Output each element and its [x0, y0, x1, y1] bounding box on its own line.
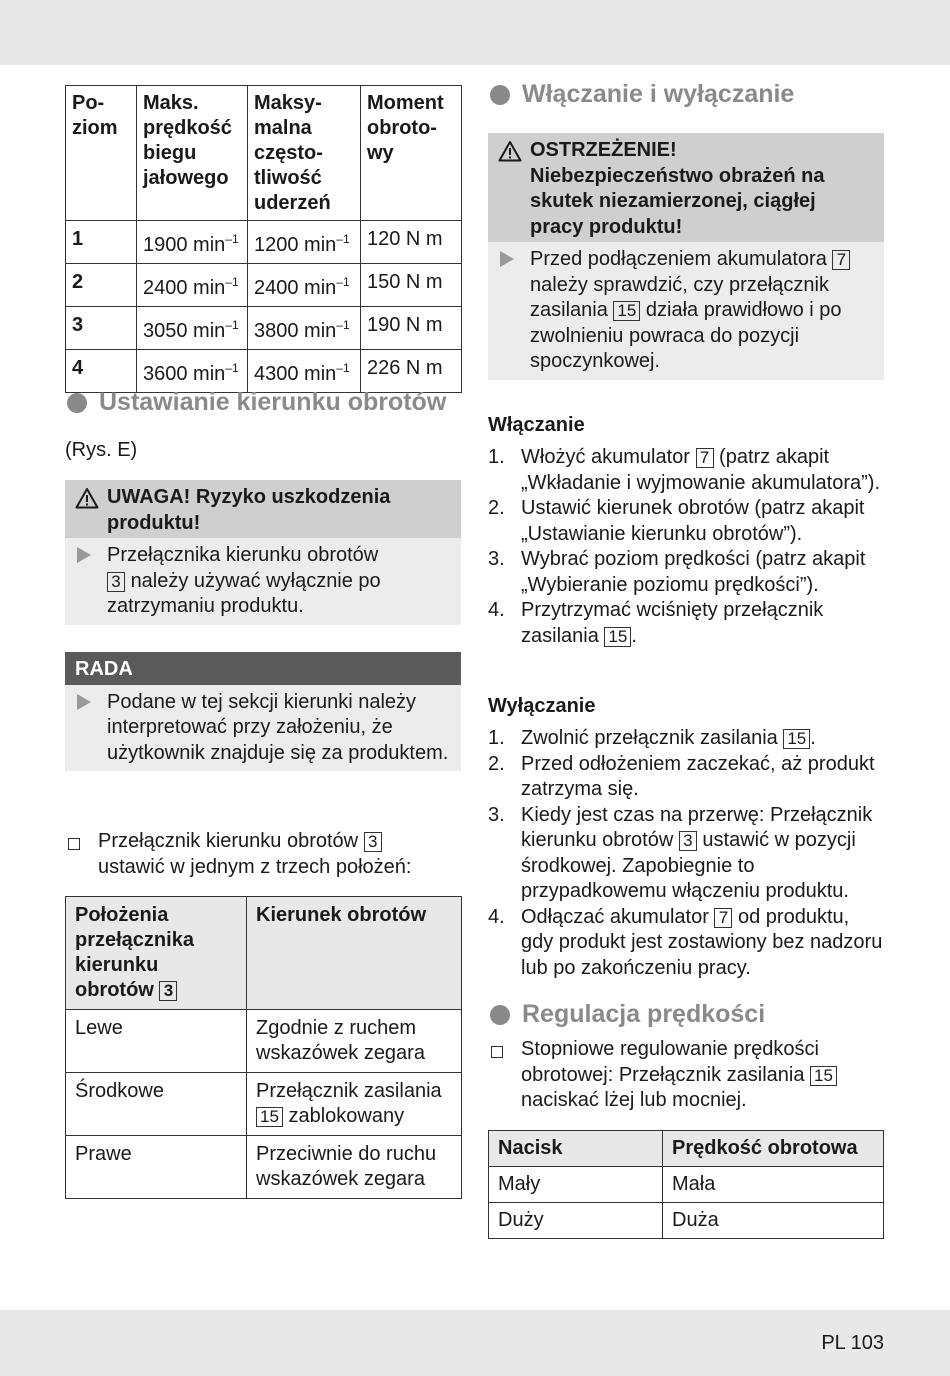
onoff-section-heading	[490, 80, 794, 109]
table-cell: 226 N m	[361, 350, 462, 393]
list-item: 1. Włożyć akumulator 7 (patrz akapit „Wkładanie i wyjmowanie akumulatora”).	[488, 446, 881, 494]
table-header-row	[66, 86, 462, 221]
pressure-cell: Mały	[489, 1167, 663, 1203]
table-cell: 1	[66, 221, 137, 264]
instruction-text-cont: ustawić w jednym z trzech położeń:	[98, 855, 412, 878]
direction-section-heading	[67, 388, 446, 417]
table-cell: 150 N m	[361, 264, 462, 307]
switch-on-steps	[488, 445, 884, 649]
table-row	[66, 1073, 462, 1136]
section-bullet-icon	[490, 85, 510, 105]
direction-cell: Zgodnie z ruchem wskazówek zegara	[247, 1010, 462, 1073]
part-number-badge: 15	[783, 729, 810, 749]
warning-triangle-icon	[75, 487, 99, 509]
table-row	[66, 1136, 462, 1199]
header-max-idle-speed: Maks. prędkość biegu jałowego	[137, 86, 248, 221]
table-row	[66, 264, 462, 307]
direction-cell: Przeciwnie do ruchu wskazówek zegara	[247, 1136, 462, 1199]
checkbox-bullet-icon	[491, 1046, 503, 1058]
list-item: 4. Przytrzymać wciśnięty przełącznik zasilania 15 .	[488, 599, 824, 647]
table-row	[66, 221, 462, 264]
speed-section-title: Regulacja prędkości	[522, 1000, 766, 1028]
caution-header	[65, 480, 461, 538]
pressure-cell: Duży	[489, 1203, 663, 1239]
table-cell: 1200 $\min^{-1}$	[248, 221, 361, 264]
table-row	[66, 307, 462, 350]
figure-reference: (Rys. E)	[65, 439, 138, 461]
warning-body: Przed podłączeniem akumulatora 7 należy sprawdzić, czy przełącznik zasilania 15 działa prawidłowo i po zwolnieniu powraca do pozycji spoczynkowej.	[488, 242, 884, 380]
instruction-text: Przełącznik kierunku obrotów	[98, 830, 359, 852]
table-cell: 2	[66, 264, 137, 307]
table-cell: 3800 $\min^{-1}$	[248, 307, 361, 350]
header-level: Po- ziom	[66, 86, 137, 221]
header-max-impact-rate: Maksy- malna często- tliwość uderzeń	[248, 86, 361, 221]
direction-section-title: Ustawianie kierunku obrotów	[99, 388, 447, 416]
page-number: PL 103	[821, 1332, 884, 1354]
list-item: 2. Przed odłożeniem zaczekać, aż produkt zatrzyma się.	[488, 752, 875, 800]
table-cell: 3600 $\min^{-1}$	[137, 350, 248, 393]
table-row	[489, 1203, 884, 1239]
warning-triangle-icon	[498, 140, 522, 162]
bottom-band	[0, 1310, 950, 1376]
list-item: 3. Wybrać poziom prędkości (patrz akapit „Wybieranie poziomu prędkości”).	[488, 548, 866, 596]
list-item: 3. Kiedy jest czas na przerwę: Przełącznik kierunku obrotów 3 ustawić w pozycji środkowej. Zapobiegnie to przypadkowemu włączeniu produktu.	[488, 803, 873, 902]
tip-body	[65, 685, 461, 772]
tip-box	[65, 652, 461, 771]
section-bullet-icon	[490, 1005, 510, 1025]
switch-on-heading: Włączanie	[488, 414, 585, 436]
table-cell: 2400 $\min^{-1}$	[248, 264, 361, 307]
header-switch-position: Położenia przełącznika kierunku obrotów 3	[66, 897, 247, 1010]
arrow-bullet-icon	[500, 251, 514, 267]
table-cell: 120 N m	[361, 221, 462, 264]
position-cell: Środkowe	[66, 1073, 247, 1136]
list-item: 2. Ustawić kierunek obrotów (patrz akapit „Ustawianie kierunku obrotów”).	[488, 497, 865, 545]
header-pressure: Nacisk	[489, 1131, 663, 1167]
warning-title: OSTRZEŻENIE!	[530, 139, 677, 161]
warning-box	[488, 133, 884, 380]
table-cell: 4300 $\min^{-1}$	[248, 350, 361, 393]
part-number-badge: 7	[832, 250, 850, 270]
header-rotation-direction: Kierunek obrotów	[247, 897, 462, 1010]
direction-table	[65, 896, 462, 1199]
caution-body	[65, 538, 461, 625]
table-cell: 3	[66, 307, 137, 350]
part-number-badge: 15	[613, 301, 640, 321]
table-cell: 1900 $\min^{-1}$	[137, 221, 248, 264]
header-torque: Moment obroto- wy	[361, 86, 462, 221]
position-cell: Prawe	[66, 1136, 247, 1199]
part-number-badge: 3	[159, 981, 177, 1001]
warning-header	[488, 133, 884, 242]
caution-text-cont: należy używać wyłącznie po zatrzymaniu produktu.	[107, 569, 381, 617]
part-number-badge: 15	[256, 1107, 283, 1127]
list-item: 1. Zwolnić przełącznik zasilania 15 .	[488, 727, 816, 749]
table-cell: 3050 $\min^{-1}$	[137, 307, 248, 350]
table-header-row	[489, 1131, 884, 1167]
speed-instruction: Stopniowe regulowanie prędkości obrotowej: Przełącznik zasilania 15 naciskać lżej lub mocniej.	[521, 1037, 884, 1114]
part-number-badge: 7	[714, 908, 732, 928]
arrow-bullet-icon	[77, 547, 91, 563]
part-number-badge: 3	[679, 831, 697, 851]
pressure-speed-table	[488, 1130, 884, 1239]
list-item: 4. Odłączać akumulator 7 od produktu, gdy produkt jest zostawiony bez nadzoru lub po zakończeniu pracy.	[488, 905, 883, 979]
table-cell: 190 N m	[361, 307, 462, 350]
table-header-row	[66, 897, 462, 1010]
part-number-badge: 7	[696, 448, 714, 468]
speed-cell: Mała	[663, 1167, 884, 1203]
part-number-badge: 3	[364, 832, 382, 852]
section-bullet-icon	[67, 393, 87, 413]
table-cell: 4	[66, 350, 137, 393]
warning-subtitle: Niebezpieczeństwo obrażeń na skutek niezamierzonej, ciągłej pracy produktu!	[530, 164, 825, 238]
table-row	[66, 350, 462, 393]
part-number-badge: 3	[107, 572, 125, 592]
arrow-bullet-icon	[77, 694, 91, 710]
caution-text: Przełącznika kierunku obrotów	[107, 544, 379, 566]
switch-off-steps	[488, 726, 884, 981]
checkbox-bullet-icon	[68, 838, 80, 850]
part-number-badge: 15	[604, 627, 631, 647]
onoff-section-title: Włączanie i wyłączanie	[522, 80, 795, 108]
table-row	[489, 1167, 884, 1203]
caution-box	[65, 480, 461, 625]
tip-header	[65, 652, 461, 685]
top-band	[0, 0, 950, 65]
switch-off-heading: Wyłączanie	[488, 695, 596, 717]
speed-section-heading	[490, 1000, 765, 1029]
speed-cell: Duża	[663, 1203, 884, 1239]
speed-levels-table	[65, 85, 462, 393]
direction-cell: Przełącznik zasilania 15 zablokowany	[247, 1073, 462, 1136]
tip-title: RADA	[75, 658, 133, 680]
tip-text: Podane w tej sekcji kierunki należy interpretować przy założeniu, że użytkownik znajduje się za produktem.	[107, 690, 449, 764]
direction-instruction	[98, 829, 458, 880]
header-speed: Prędkość obrotowa	[663, 1131, 884, 1167]
table-cell: 2400 $\min^{-1}$	[137, 264, 248, 307]
position-cell: Lewe	[66, 1010, 247, 1073]
caution-title: UWAGA! Ryzyko uszkodzenia produktu!	[107, 486, 391, 534]
table-row	[66, 1010, 462, 1073]
part-number-badge: 15	[810, 1066, 837, 1086]
